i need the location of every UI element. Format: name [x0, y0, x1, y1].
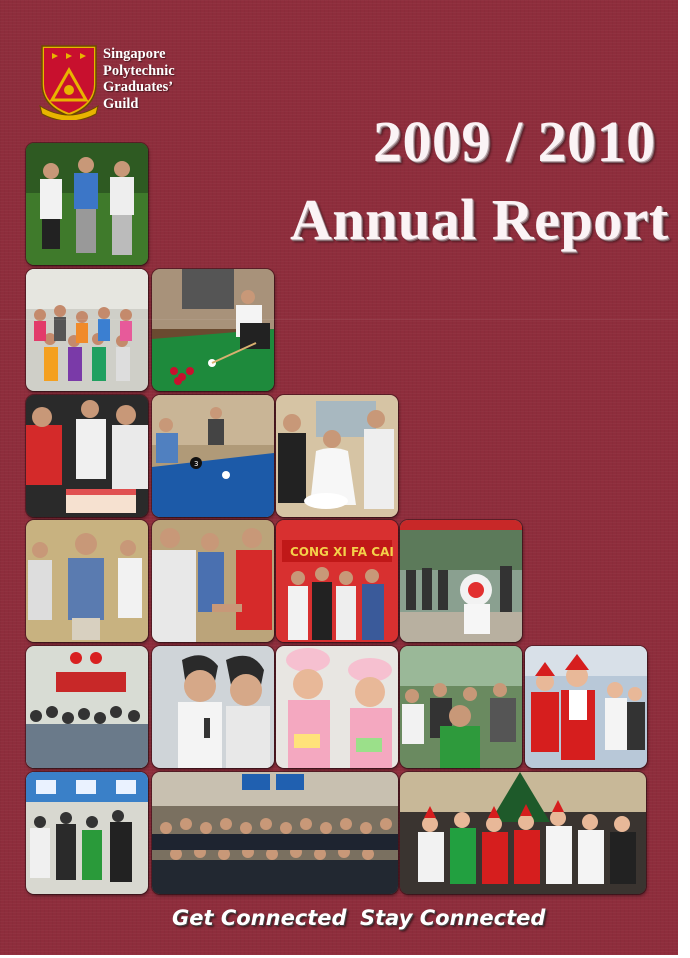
page-margin — [678, 0, 690, 958]
photo-hall-crowd — [26, 646, 148, 768]
guild-crest-logo — [38, 44, 100, 120]
photo-snooker — [152, 269, 274, 391]
photo-pool-table — [152, 395, 274, 517]
photo-party-guests — [26, 520, 148, 642]
photo-kids-chefs — [276, 646, 398, 768]
svg-text:CONG XI FA CAI: CONG XI FA CAI — [290, 545, 394, 559]
org-line-4: Guild — [103, 95, 139, 112]
photo-bowling-group — [152, 772, 398, 894]
organization-name — [103, 46, 175, 112]
photo-outdoor-mahjong — [400, 646, 522, 768]
photo-cny-gathering — [276, 520, 398, 642]
photo-singers — [152, 646, 274, 768]
report-year: 2009 / 2010 — [373, 109, 656, 174]
slogan-get-connected: Get Connected — [172, 906, 347, 930]
photo-cake-cutting — [26, 395, 148, 517]
photo-golf-group — [26, 143, 148, 265]
org-line-2: Polytechnic — [103, 62, 175, 79]
org-line-1: Singapore — [103, 46, 166, 62]
photo-christmas-party — [400, 772, 646, 894]
report-title: Annual Report — [290, 187, 669, 252]
org-line-3: Graduates’ — [103, 79, 174, 95]
photo-family-group — [26, 269, 148, 391]
slogan-stay-connected: Stay Connected — [360, 906, 546, 930]
svg-text:3: 3 — [194, 460, 199, 468]
photo-handshake — [152, 520, 274, 642]
photo-christmas-santas — [525, 646, 647, 768]
photo-lion-dance — [400, 520, 522, 642]
photo-wedding-couple — [276, 395, 398, 517]
photo-waiting-hall — [26, 772, 148, 894]
